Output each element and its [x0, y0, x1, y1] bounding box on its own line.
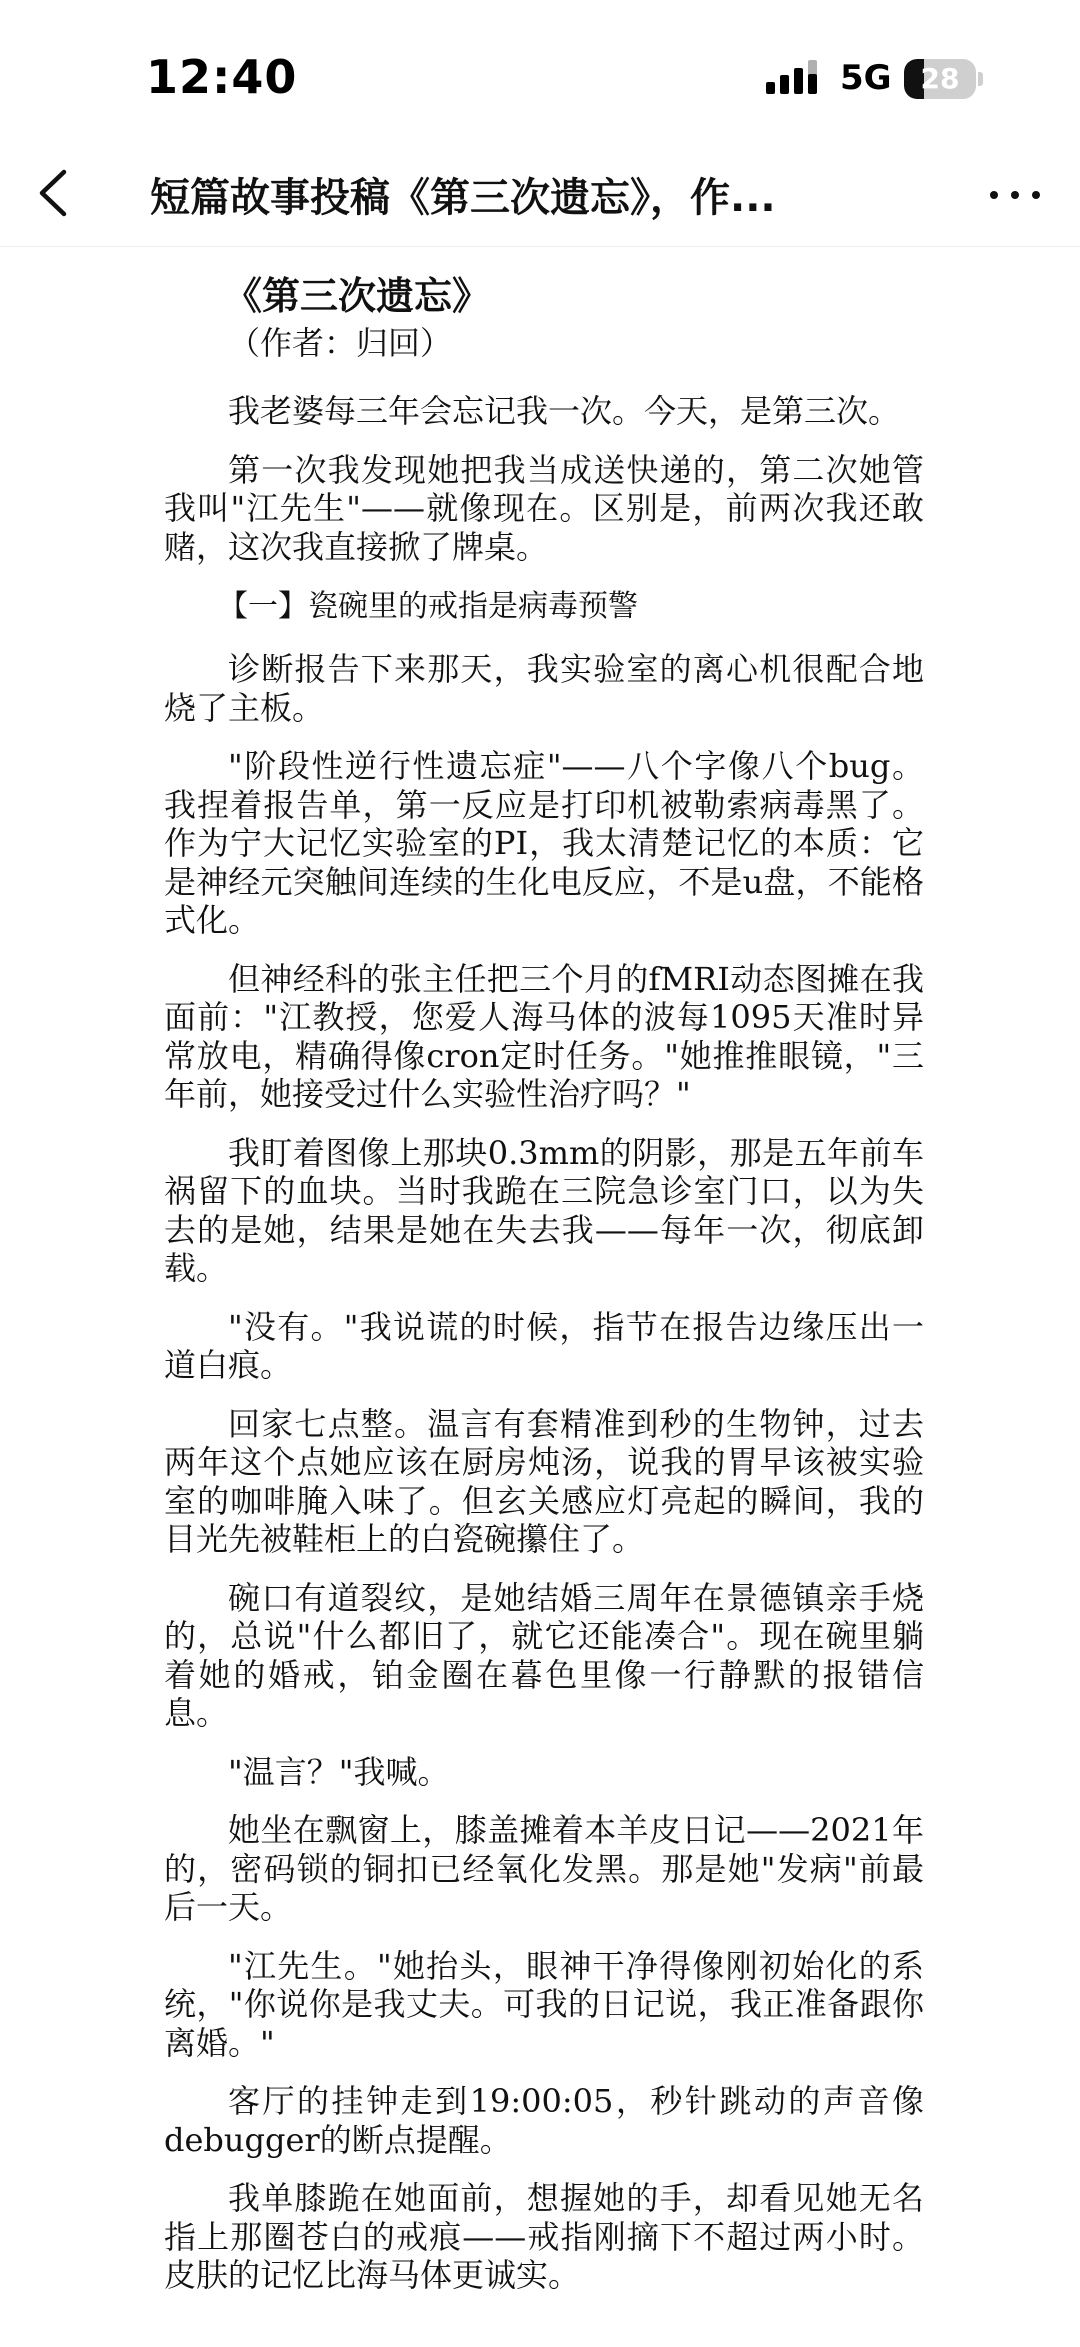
section-heading: 【一】瓷碗里的戒指是病毒预警 — [218, 589, 638, 624]
paragraph: "江先生。"她抬头，眼神干净得像刚初始化的系统，"你说你是我丈夫。可我的日记说，我正准备跟你离婚。" — [164, 1946, 924, 2062]
signal-strength-icon — [766, 60, 822, 98]
more-horizontal-icon — [980, 160, 1050, 230]
paragraph: 我老婆每三年会忘记我一次。今天，是第三次。 — [228, 392, 901, 430]
back-button[interactable] — [22, 158, 92, 228]
battery-cap — [978, 72, 983, 86]
paragraph: 但神经科的张主任把三个月的fMRI动态图摊在我面前："江教授，您爱人海马体的波每1095天准时异常放电，精确得像cron定时任务。"她推推眼镜，"三年前，她接受过什么实验性治疗吗？" — [164, 959, 924, 1113]
paragraph: 第一次我发现她把我当成送快递的，第二次她管我叫"江先生"——就像现在。区别是，前两次我还敢赌，这次我直接掀了牌桌。 — [164, 450, 924, 566]
network-type: 5G — [840, 58, 892, 98]
chevron-left-icon — [22, 158, 92, 228]
paragraph: 客厅的挂钟走到19:00:05，秒针跳动的声音像debugger的断点提醒。 — [164, 2082, 924, 2159]
nav-bar — [0, 140, 1080, 247]
paragraph: "温言？"我喊。 — [228, 1752, 450, 1791]
more-options-button[interactable] — [980, 160, 1050, 230]
paragraph: 我盯着图像上那块0.3mm的阴影，那是五年前车祸留下的血块。当时我跪在三院急诊室门口，以为失去的是她，结果是她在失去我——每年一次，彻底卸载。 — [164, 1133, 924, 1287]
battery-icon — [904, 59, 984, 99]
paragraph: 我单膝跪在她面前，想握她的手，却看见她无名指上那圈苍白的戒痕——戒指刚摘下不超过两小时。皮肤的记忆比海马体更诚实。 — [164, 2179, 924, 2294]
battery-body — [904, 59, 976, 99]
paragraph: 碗口有道裂纹，是她结婚三周年在景德镇亲手烧的，总说"什么都旧了，就它还能凑合"。现在碗里躺着她的婚戒，铂金圈在暮色里像一行静默的报错信息。 — [164, 1578, 924, 1732]
status-bar — [0, 0, 1080, 150]
status-time: 12:40 — [146, 50, 298, 104]
article-body — [164, 270, 924, 2315]
story-title: 《第三次遗忘》 — [224, 274, 491, 318]
page-title: 短篇故事投稿《第三次遗忘》，作... — [150, 175, 776, 221]
paragraph: 诊断报告下来那天，我实验室的离心机很配合地烧了主板。 — [164, 650, 924, 727]
paragraph: "阶段性逆行性遗忘症"——八个字像八个bug。我捏着报告单，第一反应是打印机被勒索病毒黑了。作为宁大记忆实验室的PI，我太清楚记忆的本质：它是神经元突触间连续的生化电反应，不是u盘，不能格式化。 — [164, 747, 924, 939]
paragraph: 她坐在飘窗上，膝盖摊着本羊皮日记——2021年的，密码锁的铜扣已经氧化发黑。那是她"发病"前最后一天。 — [164, 1811, 924, 1926]
paragraph: 回家七点整。温言有套精准到秒的生物钟，过去两年这个点她应该在厨房炖汤，说我的胃早该被实验室的咖啡腌入味了。但玄关感应灯亮起的瞬间，我的目光先被鞋柜上的白瓷碗攥住了。 — [164, 1404, 924, 1558]
paragraph: "没有。"我说谎的时候，指节在报告边缘压出一道白痕。 — [164, 1307, 924, 1384]
story-author: （作者：归回） — [228, 324, 453, 362]
battery-percent: 28 — [920, 62, 960, 95]
